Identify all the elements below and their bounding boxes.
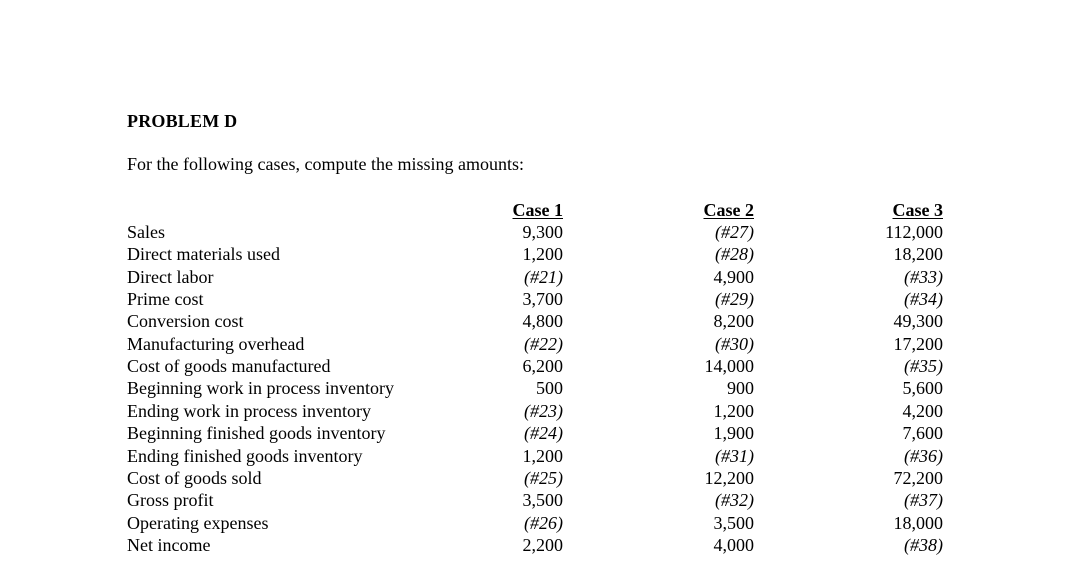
table-row — [127, 512, 1027, 534]
case-1-value: 6,200 — [522, 356, 563, 377]
table-row — [127, 243, 1027, 265]
table-row — [127, 377, 1027, 399]
case-3-value: (#38) — [904, 534, 943, 555]
case-3-value: 18,200 — [893, 244, 943, 265]
case-1-value: 4,800 — [522, 311, 563, 332]
case-1-value: 1,200 — [522, 445, 563, 466]
table-row — [127, 534, 1027, 556]
table-row — [127, 333, 1027, 355]
table-row — [127, 489, 1027, 511]
case-1-value: (#23) — [524, 400, 563, 421]
table-row — [127, 310, 1027, 332]
problem-title: PROBLEM D — [127, 111, 238, 131]
case-1-value: 1,200 — [522, 244, 563, 265]
column-header-case-2: Case 2 — [703, 200, 754, 220]
table-row — [127, 467, 1027, 489]
case-2-value: (#31) — [715, 445, 754, 466]
case-3-value: 7,600 — [902, 423, 943, 444]
case-2-value: (#29) — [715, 289, 754, 310]
case-3-value: 4,200 — [902, 400, 943, 421]
row-label: Direct materials used — [127, 244, 280, 265]
case-2-value: 14,000 — [704, 356, 754, 377]
row-label: Net income — [127, 534, 211, 555]
case-2-value: 8,200 — [713, 311, 754, 332]
case-3-value: 72,200 — [893, 467, 943, 488]
case-1-value: (#24) — [524, 423, 563, 444]
row-label: Ending work in process inventory — [127, 400, 371, 421]
row-label: Prime cost — [127, 289, 204, 310]
row-label: Cost of goods sold — [127, 467, 262, 488]
row-label: Conversion cost — [127, 311, 244, 332]
row-label: Cost of goods manufactured — [127, 356, 331, 377]
case-3-value: (#33) — [904, 266, 943, 287]
table-row — [127, 288, 1027, 310]
case-1-value: (#21) — [524, 266, 563, 287]
row-label: Beginning work in process inventory — [127, 378, 394, 399]
table-row — [127, 400, 1027, 422]
case-1-value: (#25) — [524, 467, 563, 488]
case-2-value: (#28) — [715, 244, 754, 265]
case-3-value: 112,000 — [885, 222, 943, 242]
case-1-value: 500 — [536, 378, 563, 399]
table-row — [127, 422, 1027, 444]
case-1-value: (#26) — [524, 512, 563, 533]
row-label: Operating expenses — [127, 512, 269, 533]
case-2-value: 1,200 — [713, 400, 754, 421]
case-2-value: 900 — [727, 378, 754, 399]
case-3-value: (#36) — [904, 445, 943, 466]
row-label: Beginning finished goods inventory — [127, 423, 386, 444]
case-1-value: 2,200 — [522, 534, 563, 555]
case-1-value: 3,700 — [522, 289, 563, 310]
table-row — [127, 445, 1027, 467]
table-row — [127, 266, 1027, 288]
row-label: Direct labor — [127, 266, 214, 287]
row-label: Sales — [127, 222, 165, 242]
case-2-value: 4,900 — [713, 266, 754, 287]
case-3-value: (#35) — [904, 356, 943, 377]
case-2-value: 4,000 — [713, 534, 754, 555]
table-row — [127, 221, 1027, 243]
table-row — [127, 355, 1027, 377]
column-header-case-3: Case 3 — [892, 200, 943, 220]
case-1-value: (#22) — [524, 333, 563, 354]
case-2-value: (#27) — [715, 222, 754, 242]
case-3-value: (#37) — [904, 490, 943, 511]
case-2-value: (#32) — [715, 490, 754, 511]
case-3-value: 17,200 — [893, 333, 943, 354]
row-label: Gross profit — [127, 490, 214, 511]
case-3-value: 18,000 — [893, 512, 943, 533]
problem-instructions: For the following cases, compute the missing amounts: — [127, 154, 524, 174]
row-label: Ending finished goods inventory — [127, 445, 363, 466]
case-2-value: (#30) — [715, 333, 754, 354]
case-3-value: 5,600 — [902, 378, 943, 399]
row-label: Manufacturing overhead — [127, 333, 305, 354]
case-2-value: 12,200 — [704, 467, 754, 488]
case-1-value: 3,500 — [522, 490, 563, 511]
case-2-value: 1,900 — [713, 423, 754, 444]
case-1-value: 9,300 — [522, 222, 563, 242]
case-3-value: (#34) — [904, 289, 943, 310]
case-3-value: 49,300 — [893, 311, 943, 332]
case-2-value: 3,500 — [713, 512, 754, 533]
column-header-case-1: Case 1 — [512, 200, 563, 220]
